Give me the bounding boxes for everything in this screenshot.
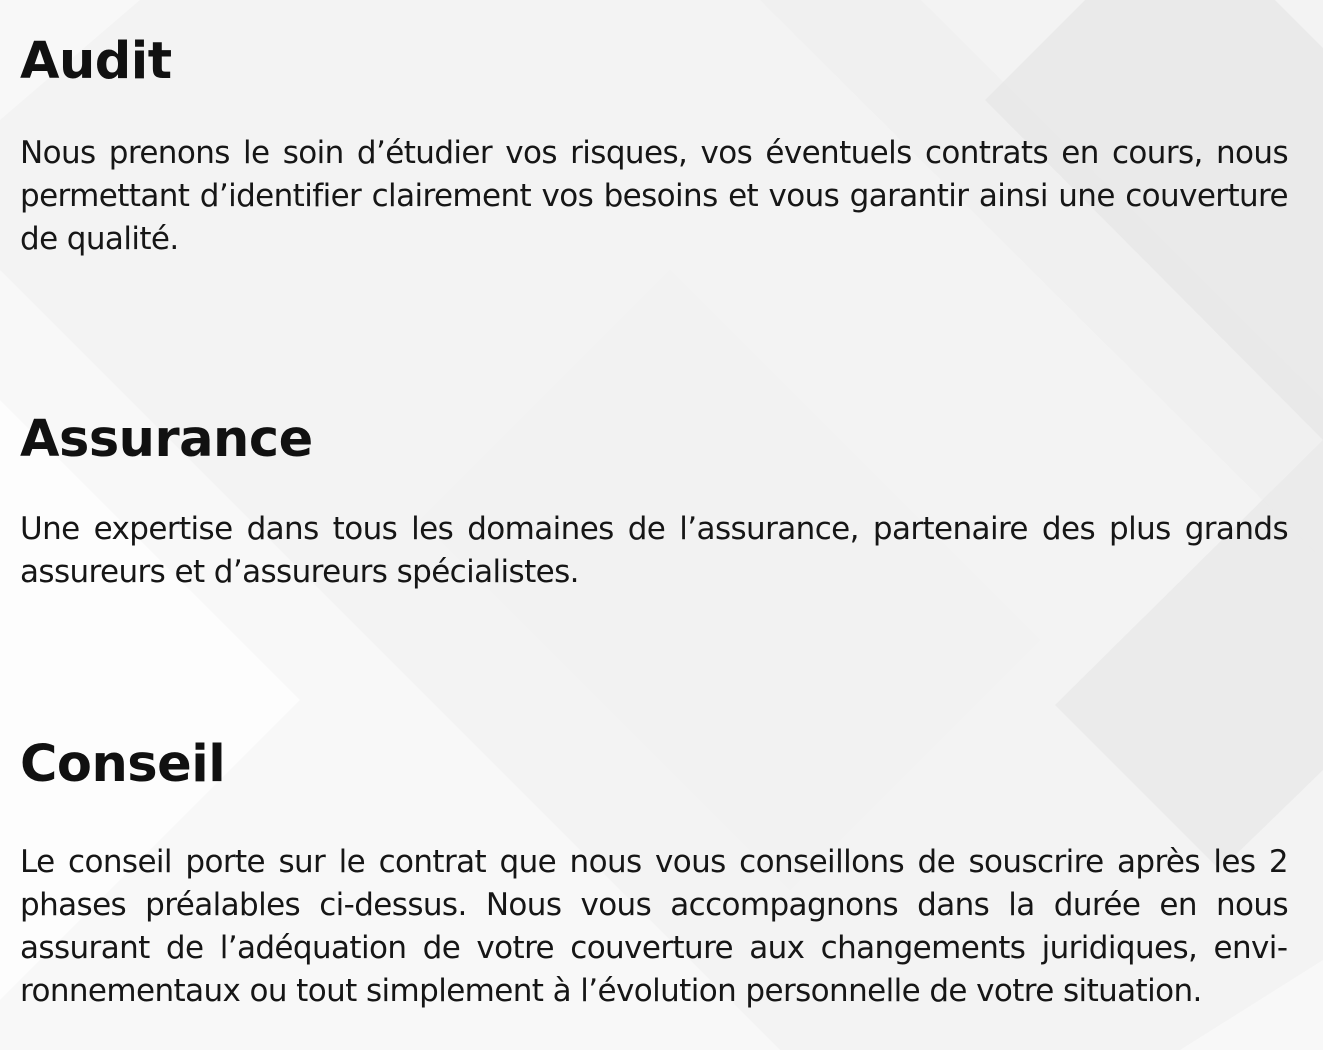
section-text: Une expertise dans tous les domaines de l’assurance, partenaire des plus grands assureurs et d’assureurs spécialistes. [20,511,1288,590]
section-assurance [20,410,1288,594]
section-text: Le conseil porte sur le contrat que nous vous conseillons de souscrire après les 2 phases préalables ci-dessus. Nous vous accompagnons dans la durée en nous assurant de l’adéquation de votre couverture aux changements juridiques, environnementaux ou tout simplement à l’évolution personnelle de votre situation. [20,844,1288,1009]
section-audit [20,32,1288,261]
section-conseil [20,735,1288,1013]
section-title: Audit [20,32,172,91]
section-title: Conseil [20,735,226,794]
section-text: Nous prenons le soin d’étudier vos risques, vos éventuels contrats en cours, nous permettant d’identifier clairement vos besoins et vous garantir ainsi une couverture de qualité. [20,135,1288,257]
section-title: Assurance [20,410,313,469]
